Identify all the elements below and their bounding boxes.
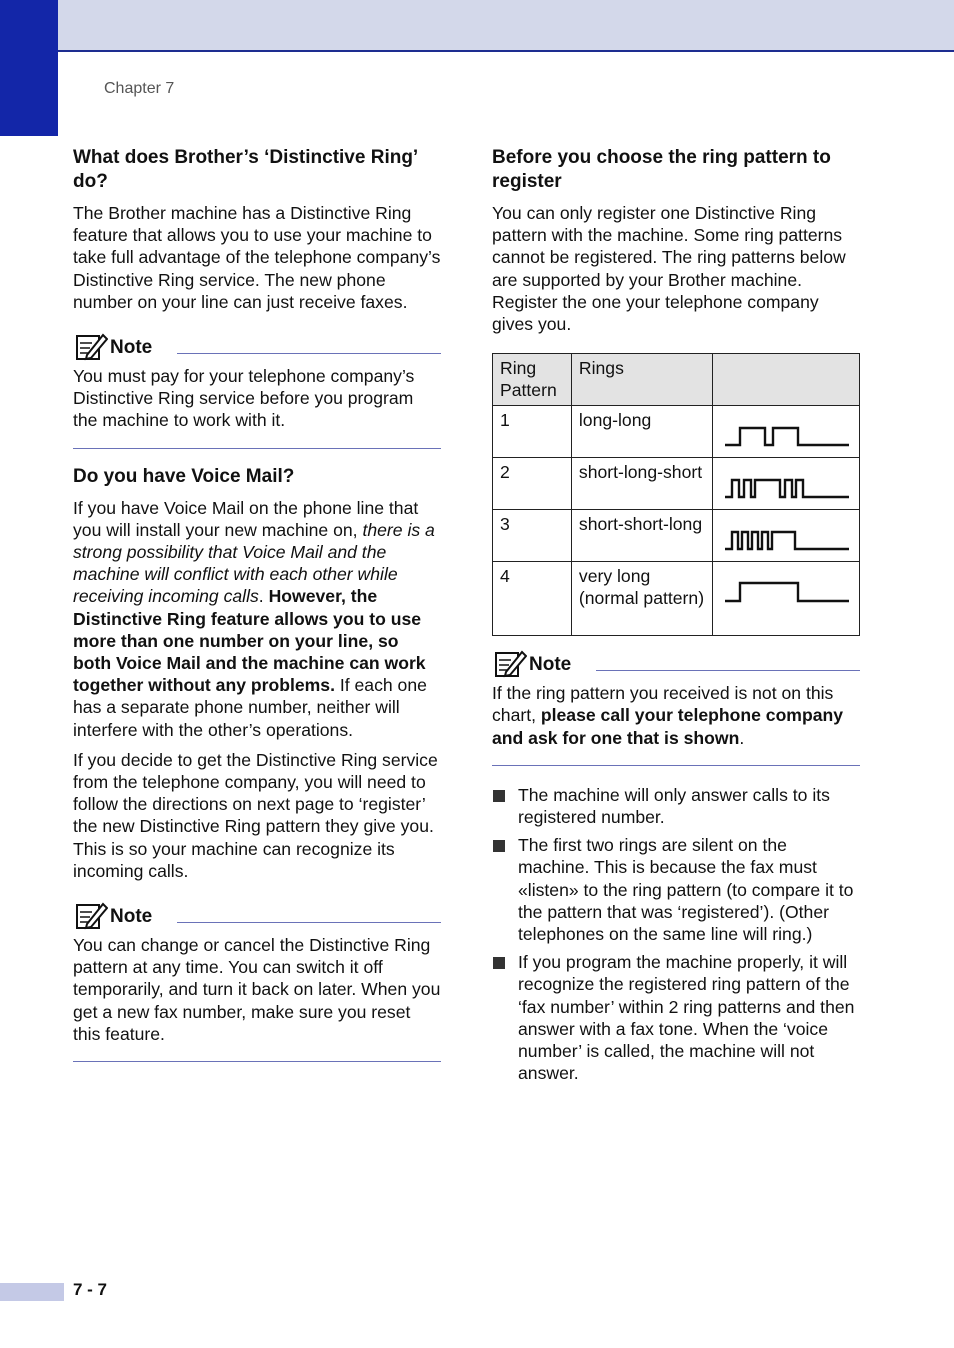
section-body-voice-mail-2: If you decide to get the Distinctive Ring service from the telephone company, you will need to follow the directions on next page to ‘register’ the new Distinctive Ring pattern they give you. This is so your machine can recognize its incoming calls. [73,749,438,881]
corner-block [0,0,58,136]
list-item [492,784,860,828]
page-number: 7 - 7 [73,1280,108,1299]
rings-cell: very long (normal pattern) [571,562,712,636]
text-run: If you have Voice Mail on the phone line that you will install your new machine on, [73,497,419,540]
note-body: You can change or cancel the Distinctive Ring pattern at any time. You can switch it off temporarily, and turn it back on later. When you get a new fax number, make sure you reset this feature. [73,935,441,1044]
pattern-cell: 2 [493,458,572,510]
rings-cell: short-short-long [571,510,712,562]
table-header-cell [712,354,859,406]
note-header [73,331,441,365]
note-body [492,682,860,749]
bullet-square-icon [493,840,505,852]
waveform-cell [712,510,859,562]
section-title-ring-pattern: Before you choose the ring pattern to register [492,147,831,192]
note-pencil-icon [74,900,108,930]
chapter-label: Chapter 7 [104,80,175,97]
table-row [493,510,860,562]
list-item-text: If you program the machine properly, it will recognize the registered ring pattern of the ‘fax number’ within 2 ring patterns and then answer with a fax tone. When the ‘voice number’ is called, the machine will not answer. [518,952,855,1084]
rings-cell: long-long [571,406,712,458]
note-end-rule [73,448,441,449]
note-pencil-icon [493,648,527,678]
note-title: Note [529,654,572,676]
note-header [73,900,441,934]
bullet-square-icon [493,957,505,969]
note-title: Note [110,337,153,359]
text-run: . [258,586,269,607]
right-column [492,146,860,1090]
note-rule [177,922,441,923]
list-item-text: The machine will only answer calls to its registered number. [518,784,830,828]
note-title: Note [110,906,153,928]
italic-text: there is a strong possibility that Voice Mail and the machine will conflict with each other while receiving incoming calls [73,519,435,607]
ring-pattern-table [492,353,860,636]
bold-text: However, the Distinctive Ring feature allows you to use more than one number on your line, so both Voice Mail and the machine can work together without any problems. [73,586,426,696]
page-tab [0,1283,64,1301]
note-rule [596,670,860,671]
note-rule [177,353,441,354]
list-item-text: The first two rings are silent on the machine. This is because the fax must «listen» to the ring pattern (to compare it to the pattern that was ‘registered’). (Other telephones on the same line will ring.) [518,835,854,945]
waveform-cell [712,406,859,458]
section-body-ring-pattern: You can only register one Distinctive Ring pattern with the machine. Some ring patterns cannot be registered. The ring patterns below are supported by your Brother machine. Register the one your telephone company gives you. [492,203,846,335]
list-item [492,951,860,1084]
list-item [492,834,860,945]
section-title-distinctive-ring: What does Brother’s ‘Distinctive Ring’ do? [73,147,418,192]
section-title-voice-mail: Do you have Voice Mail? [73,465,295,487]
bold-text: please call your telephone company and ask for one that is shown [492,705,844,748]
pattern-cell: 3 [493,510,572,562]
pattern-cell: 1 [493,406,572,458]
table-header-row [493,354,860,406]
section-body-distinctive-ring: The Brother machine has a Distinctive Ring feature that allows you to use your machine to take full advantage of the telephone company’s Distinctive Ring service. The new phone number on your line can just receive faxes. [73,203,441,312]
waveform-long-long-icon [713,407,859,457]
note-header [492,648,860,682]
note-end-rule [73,1061,441,1062]
table-row [493,562,860,636]
pattern-cell: 4 [493,562,572,636]
table-row [493,458,860,510]
section-body-voice-mail [73,497,441,741]
table-header-cell: Rings [571,354,712,406]
text-run: . [739,727,745,748]
text-run: If the ring pattern you received is not on this chart, [492,683,834,726]
note-body: You must pay for your telephone company’s Distinctive Ring service before you program the machine to work with it. [73,366,415,431]
waveform-cell [712,458,859,510]
note-end-rule [492,765,860,766]
header-band [0,0,954,52]
waveform-short-short-long-icon [713,511,859,561]
bullet-list [492,784,860,1085]
left-column [73,146,441,1062]
bullet-square-icon [493,790,505,802]
waveform-very-long-icon [713,563,859,635]
rings-cell: short-long-short [571,458,712,510]
text-run: If each one has a separate phone number, neither will interfere with the other’s operations. [73,675,427,740]
waveform-cell [712,562,859,636]
table-header-cell: Ring Pattern [493,354,572,406]
waveform-short-long-short-icon [713,459,859,509]
note-pencil-icon [74,331,108,361]
table-row [493,406,860,458]
